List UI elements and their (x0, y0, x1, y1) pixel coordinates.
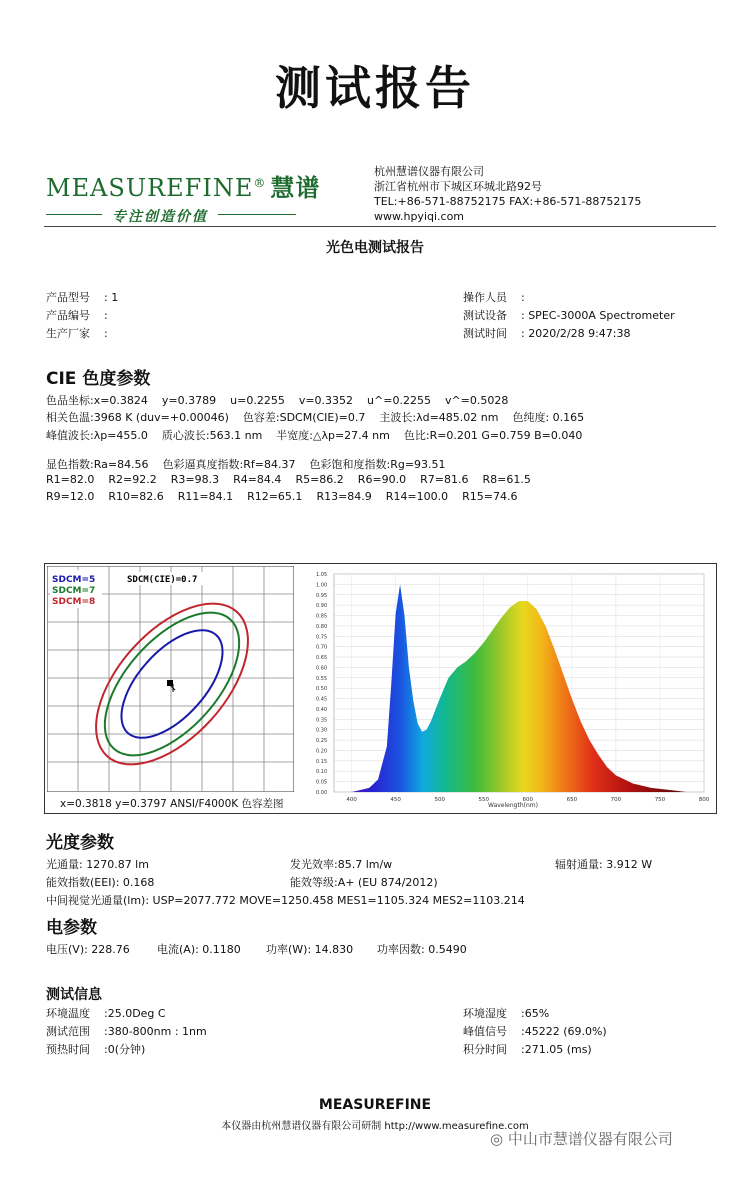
page-title: 测试报告 (275, 61, 475, 115)
y-tick-label: 0.70 (316, 644, 328, 651)
eei-value: 能效指数(EEI): 0.168 (46, 876, 155, 889)
test-info-right (463, 1005, 607, 1059)
x-tick-label: 600 (522, 797, 534, 803)
x-tick-label: 750 (654, 797, 666, 803)
r-values-line-2: R9=12.0 R10=82.6 R11=84.1 R12=65.1 R13=84.9 R14=100.0 R15=74.6 (46, 490, 518, 503)
footer-line: 本仪器由杭州慧谱仪器有限公司研制 http://www.measurefine.com (221, 1121, 529, 1132)
y-tick-label: 0.40 (316, 706, 328, 713)
company-logo: MEASUREFINE® 慧谱 (46, 174, 321, 202)
voltage: 电压(V): 228.76 (46, 943, 130, 956)
energy-class: 能效等级:A+ (EU 874/2012) (290, 876, 438, 889)
info-row: 预热时间 :0(分钟) (46, 1043, 146, 1056)
report-title: 光色电测试报告 (326, 240, 424, 256)
y-tick-label: 0.30 (316, 727, 328, 734)
legend-sdcm5: SDCM=5 (52, 575, 96, 585)
company-phone: TEL:+86-571-88752175 FAX:+86-571-88752175 (374, 195, 642, 208)
info-row: 峰值信号 :45222 (69.0%) (463, 1025, 607, 1038)
company-website: www.hpyiqi.com (374, 210, 465, 223)
company-info (374, 164, 641, 224)
y-tick-label: 0.95 (316, 592, 328, 599)
y-tick-label: 0.00 (316, 790, 328, 796)
product-info (46, 289, 118, 343)
logo-cn: 慧谱 (270, 174, 321, 202)
sdcm-annotation: SDCM(CIE)=0.7 (127, 575, 198, 585)
y-tick-label: 0.50 (316, 686, 328, 693)
cie-heading: CIE 色度参数 (46, 369, 151, 389)
slogan: 专注创造价值 (102, 206, 218, 226)
x-axis-label: Wavelength(nm) (488, 802, 538, 809)
cie-line-2: 相关色温:3968 K (duv=+0.00046) 色容差:SDCM(CIE)=0.7 主波长:λd=485.02 nm 色纯度: 0.165 (46, 411, 585, 424)
footer-brand: MEASUREFINE (318, 1097, 432, 1113)
info-row: 环境湿度 :65% (463, 1007, 550, 1020)
info-row: 产品编号 : (46, 309, 108, 322)
test-info-heading: 测试信息 (46, 987, 102, 1003)
info-row: 测试范围 :380-800nm : 1nm (46, 1025, 207, 1038)
cie-caption: x=0.3818 y=0.3797 ANSI/F4000K 色容差图 (60, 798, 284, 810)
y-tick-label: 0.10 (316, 769, 328, 776)
info-row: 环境温度 :25.0Deg C (46, 1007, 166, 1020)
sdcm-ellipse-chart (47, 566, 294, 792)
y-tick-label: 0.25 (316, 738, 328, 745)
y-tick-label: 0.85 (316, 613, 328, 620)
mesopic-flux: 中间视觉光通量(lm): USP=2077.772 MOVE=1250.458 MES1=1105.324 MES2=1103.214 (46, 894, 525, 907)
electrical-heading: 电参数 (46, 918, 97, 938)
y-tick-label: 0.15 (316, 758, 328, 765)
watermark: ◎ 中山市慧谱仪器有限公司 (490, 1130, 673, 1148)
x-tick-label: 800 (698, 797, 710, 803)
y-tick-label: 0.90 (316, 603, 328, 610)
photometric-heading: 光度参数 (46, 833, 114, 853)
x-tick-label: 450 (390, 797, 401, 803)
wechat-icon: ◎ (490, 1130, 508, 1148)
measured-point (167, 680, 173, 686)
info-row: 测试设备 : SPEC-3000A Spectrometer (463, 309, 675, 322)
y-tick-label: 0.55 (316, 675, 328, 682)
info-row: 积分时间 :271.05 (ms) (463, 1043, 592, 1056)
cri-line: 显色指数:Ra=84.56 色彩逼真度指数:Rf=84.37 色彩饱和度指数:Rg=93.51 (46, 458, 446, 471)
y-tick-label: 1.05 (316, 572, 328, 578)
y-tick-label: 0.35 (316, 717, 328, 724)
company-address: 浙江省杭州市下城区环城北路92号 (374, 180, 542, 193)
info-row: 生产厂家 : (46, 327, 108, 340)
radiant-flux: 辐射通量: 3.912 W (555, 858, 653, 871)
current: 电流(A): 0.1180 (157, 943, 241, 956)
x-tick-label: 400 (346, 797, 357, 803)
test-info-left (46, 1005, 207, 1059)
y-tick-label: 0.75 (316, 634, 328, 641)
header-divider (44, 226, 716, 227)
y-tick-label: 0.80 (316, 623, 328, 630)
cie-line-1: 色品坐标:x=0.3824 y=0.3789 u=0.2255 v=0.3352 u^=0.2255 v^=0.5028 (46, 394, 509, 407)
spectrum-chart (298, 566, 714, 810)
info-row: 测试时间 : 2020/2/28 9:47:38 (463, 327, 631, 340)
info-row: 操作人员 : (463, 291, 525, 304)
y-tick-label: 0.45 (316, 696, 328, 703)
cie-line-3: 峰值波长:λp=455.0 质心波长:563.1 nm 半宽度:△λp=27.4 nm 色比:R=0.201 G=0.759 B=0.040 (46, 429, 583, 442)
company-name: 杭州慧谱仪器有限公司 (374, 165, 484, 178)
power-factor: 功率因数: 0.5490 (377, 943, 467, 956)
x-tick-label: 500 (434, 797, 445, 803)
test-device-info (463, 289, 675, 343)
r-values-line-1: R1=82.0 R2=92.2 R3=98.3 R4=84.4 R5=86.2 R6=90.0 R7=81.6 R8=61.5 (46, 473, 531, 486)
power: 功率(W): 14.830 (266, 943, 354, 956)
x-tick-label: 700 (610, 797, 622, 803)
y-tick-label: 0.05 (316, 779, 328, 786)
y-tick-label: 1.00 (316, 582, 328, 589)
y-tick-label: 0.20 (316, 748, 328, 755)
y-tick-label: 0.65 (316, 655, 328, 662)
legend-sdcm8: SDCM=8 (52, 597, 96, 607)
logo-text: MEASUREFINE (46, 174, 254, 202)
luminous-efficacy: 发光效率:85.7 lm/w (290, 858, 393, 871)
x-tick-label: 550 (478, 797, 490, 803)
legend-sdcm7: SDCM=7 (52, 586, 96, 596)
luminous-flux: 光通量: 1270.87 lm (46, 858, 149, 871)
info-row: 产品型号 : 1 (46, 291, 119, 304)
y-tick-label: 0.60 (316, 665, 328, 672)
x-tick-label: 650 (566, 797, 578, 803)
